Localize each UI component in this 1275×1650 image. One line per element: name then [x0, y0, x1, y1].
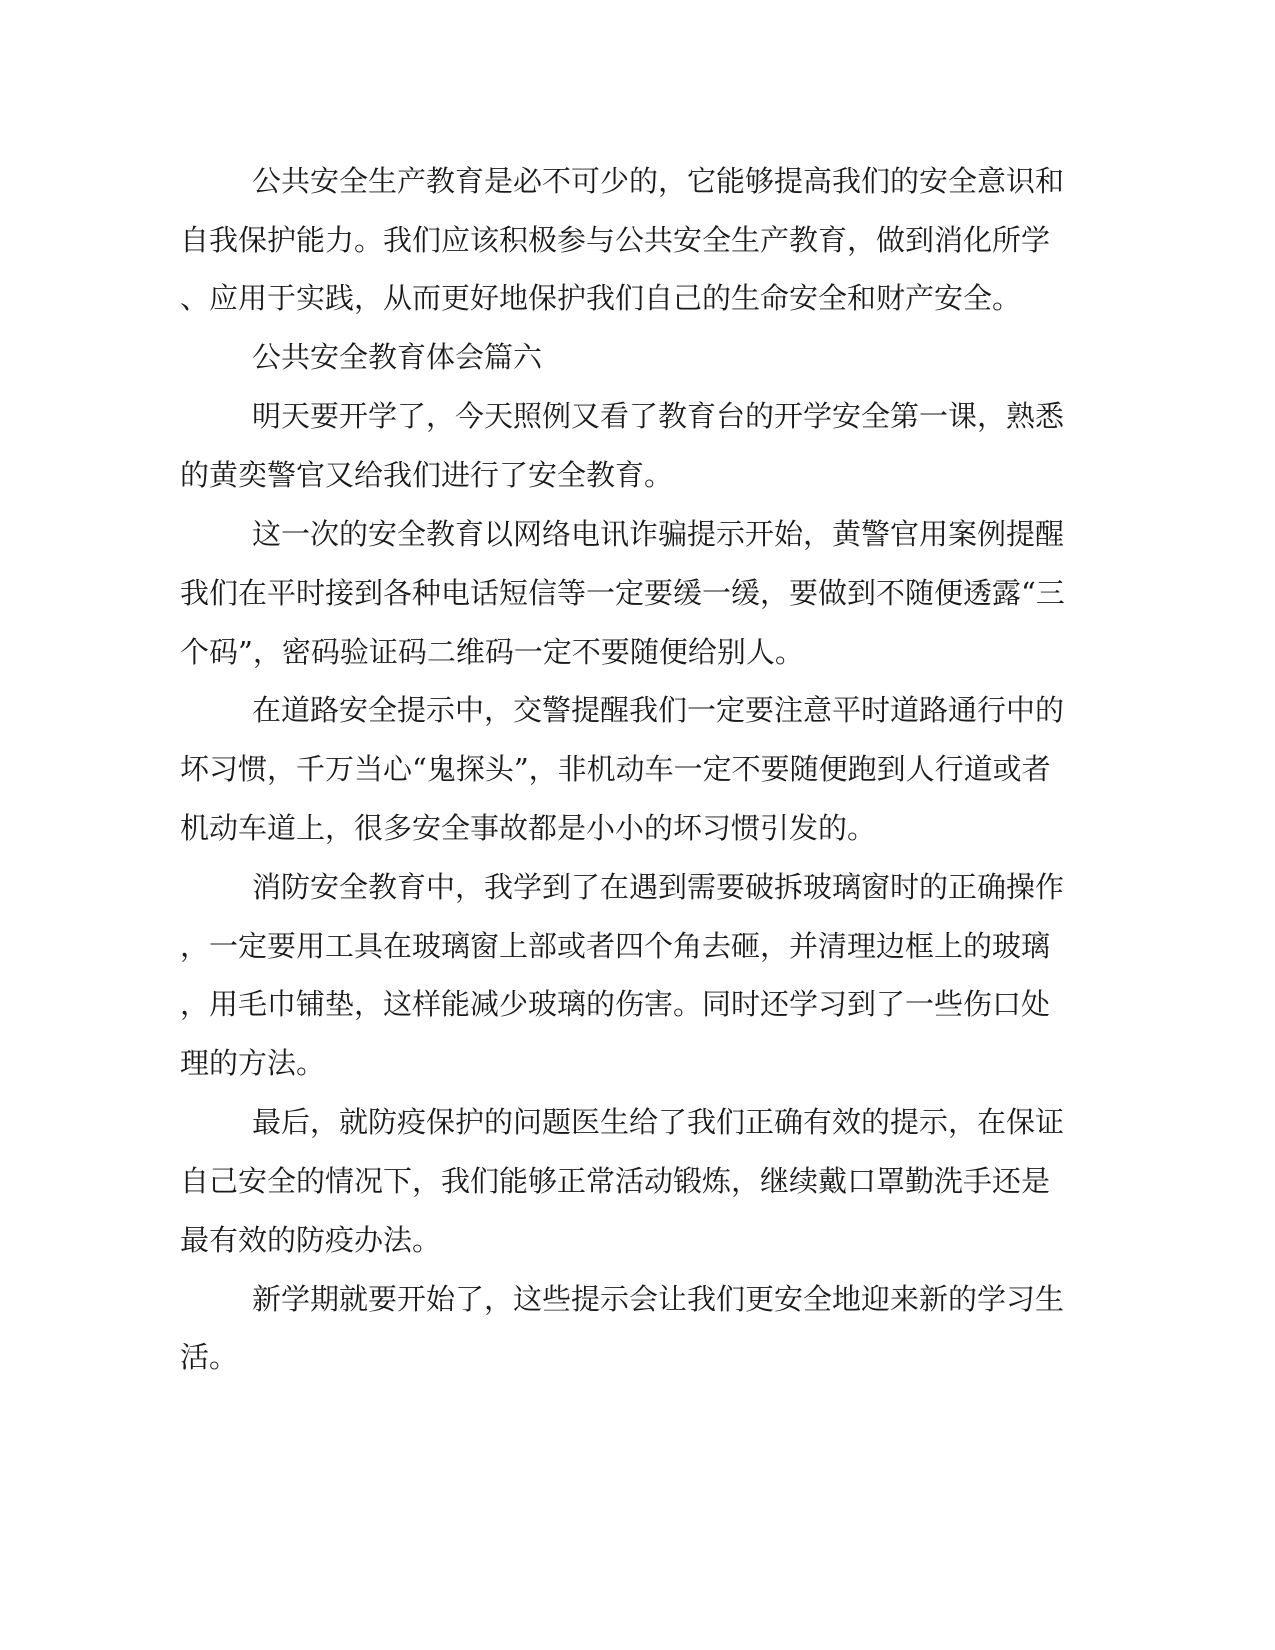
paragraph-line: 我们在平时接到各种电话短信等一定要缓一缓，要做到不随便透露“三 — [180, 576, 1065, 610]
paragraph-line: ，一定要用工具在玻璃窗上部或者四个角去砸，并清理边框上的玻璃 — [180, 929, 1051, 963]
paragraph-line: 明天要开学了，今天照例又看了教育台的开学安全第一课，熟悉 — [252, 399, 1065, 433]
paragraph-line: 消防安全教育中，我学到了在遇到需要破拆玻璃窗时的正确操作 — [252, 870, 1065, 904]
paragraph-line: 坏习惯，千万当心“鬼探头”，非机动车一定不要随便跑到人行道或者 — [180, 752, 1051, 786]
paragraph-line: 公共安全生产教育是必不可少的，它能够提高我们的安全意识和 — [252, 164, 1065, 198]
paragraph-line: 最后，就防疫保护的问题医生给了我们正确有效的提示，在保证 — [252, 1105, 1065, 1139]
paragraph-line: 的黄奕警官又给我们进行了安全教育。 — [180, 458, 674, 492]
paragraph-line: ，用毛巾铺垫，这样能减少玻璃的伤害。同时还学习到了一些伤口处 — [180, 987, 1051, 1021]
paragraph-line: 活。 — [180, 1340, 239, 1374]
paragraph-line: 机动车道上，很多安全事故都是小小的坏习惯引发的。 — [180, 811, 877, 845]
section-heading: 公共安全教育体会篇六 — [252, 340, 543, 374]
paragraph-line: 自我保护能力。我们应该积极参与公共安全生产教育，做到消化所学 — [180, 223, 1051, 257]
paragraph-line: 、应用于实践，从而更好地保护我们自己的生命安全和财产安全。 — [180, 281, 1022, 315]
paragraph-line: 最有效的防疫办法。 — [180, 1223, 442, 1257]
paragraph-line: 这一次的安全教育以网络电讯诈骗提示开始，黄警官用案例提醒 — [252, 517, 1065, 551]
paragraph-line: 在道路安全提示中，交警提醒我们一定要注意平时道路通行中的 — [252, 693, 1065, 727]
paragraph-line: 自己安全的情况下，我们能够正常活动锻炼，继续戴口罩勤洗手还是 — [180, 1164, 1051, 1198]
paragraph-line: 个码”，密码验证码二维码一定不要随便给别人。 — [180, 635, 804, 669]
paragraph-line: 理的方法。 — [180, 1046, 326, 1080]
paragraph-line: 新学期就要开始了，这些提示会让我们更安全地迎来新的学习生 — [252, 1282, 1065, 1316]
